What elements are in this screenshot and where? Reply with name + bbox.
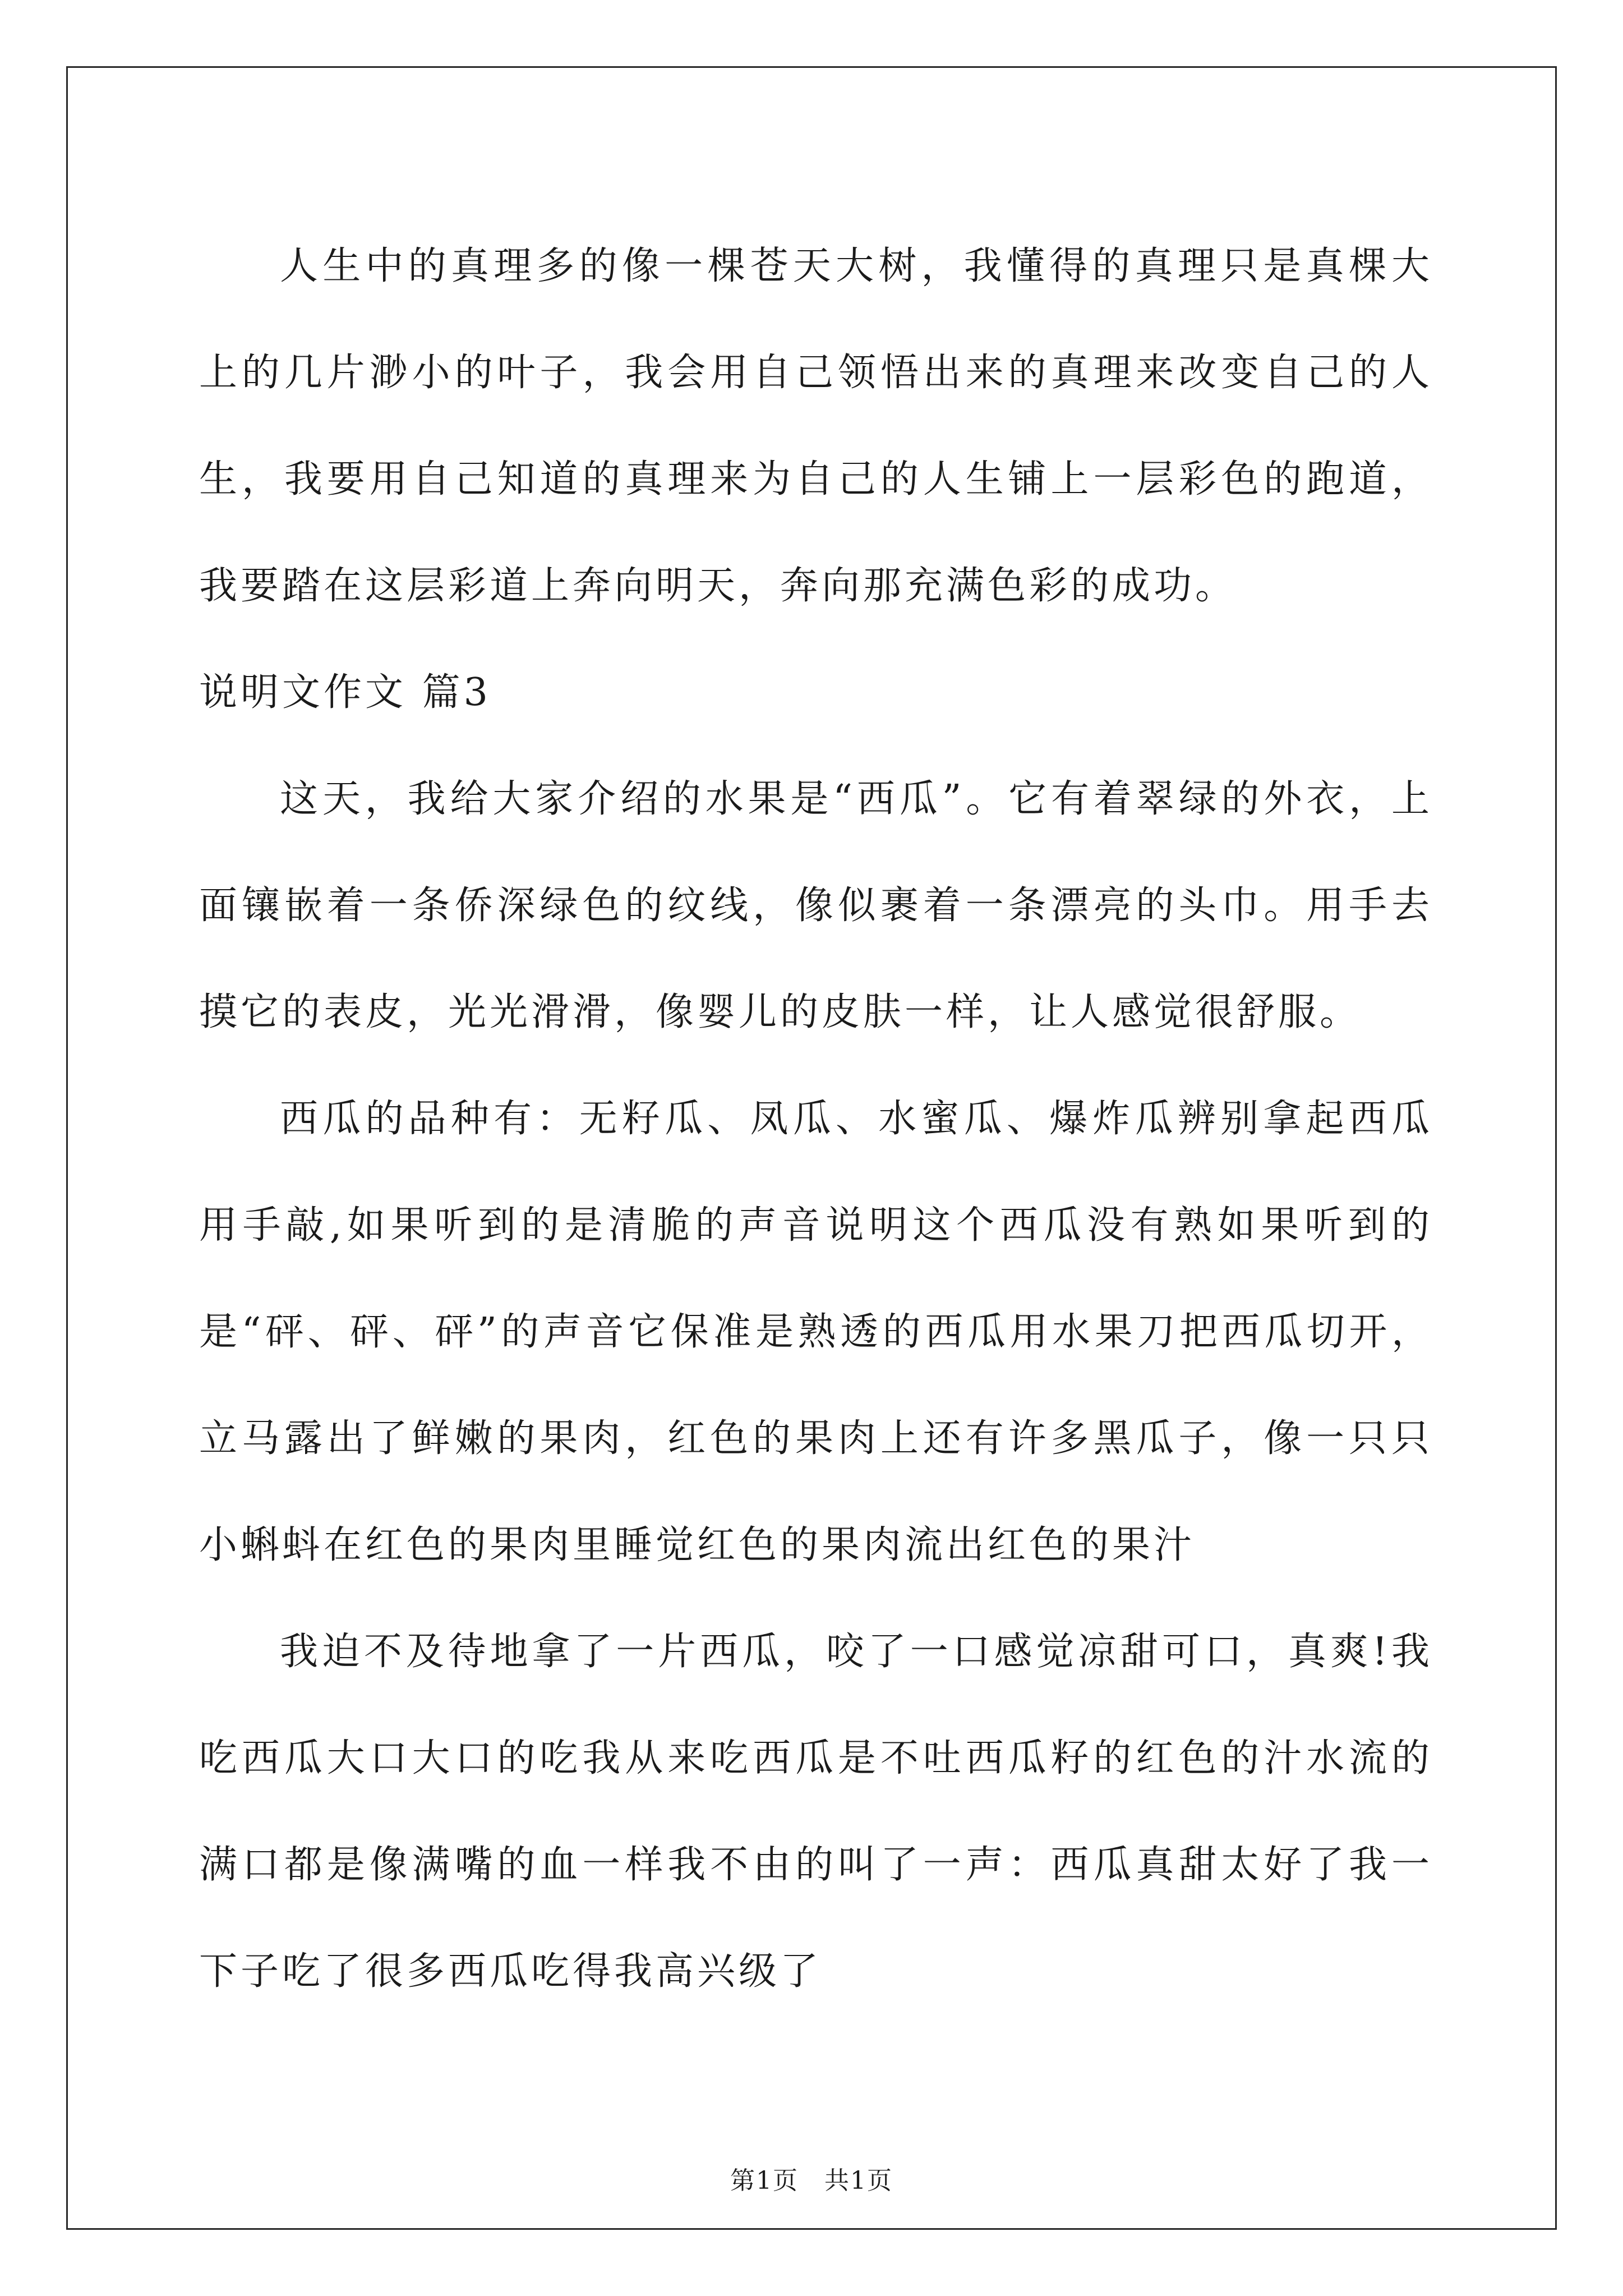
document-body <box>199 213 1433 2025</box>
paragraph: 西瓜的品种有：无籽瓜、凤瓜、水蜜瓜、爆炸瓜辨别拿起西瓜用手敲,如果听到的是清脆的声音说明这个西瓜没有熟如果听到的是“砰、砰、砰”的声音它保准是熟透的西瓜用水果刀把西瓜切开，立马露出了鲜嫩的果肉，红色的果肉上还有许多黑瓜子，像一只只小蝌蚪在红色的果肉里睡觉红色的果肉流出红色的果汁 <box>199 1097 1433 1567</box>
paragraph: 我迫不及待地拿了一片西瓜，咬了一口感觉凉甜可口，真爽!我吃西瓜大口大口的吃我从来吃西瓜是不吐西瓜籽的红色的汁水流的满口都是像满嘴的血一样我不由的叫了一声：西瓜真甜太好了我一下子吃了很多西瓜吃得我高兴级了 <box>199 1630 1433 1994</box>
section-heading: 说明文作文 篇3 <box>199 670 491 715</box>
paragraph: 这天，我给大家介绍的水果是“西瓜”。它有着翠绿的外衣，上面镶嵌着一条侨深绿色的纹线，像似裹着一条漂亮的头巾。用手去摸它的表皮，光光滑滑，像婴儿的皮肤一样，让人感觉很舒服。 <box>199 777 1433 1034</box>
paragraph: 人生中的真理多的像一棵苍天大树，我懂得的真理只是真棵大上的几片渺小的叶子，我会用自己领悟出来的真理来改变自己的人生，我要用自己知道的真理来为自己的人生铺上一层彩色的跑道，我要踏在这层彩道上奔向明天，奔向那充满色彩的成功。 <box>199 244 1433 608</box>
page-footer: 第1页 共1页 <box>730 2166 893 2195</box>
